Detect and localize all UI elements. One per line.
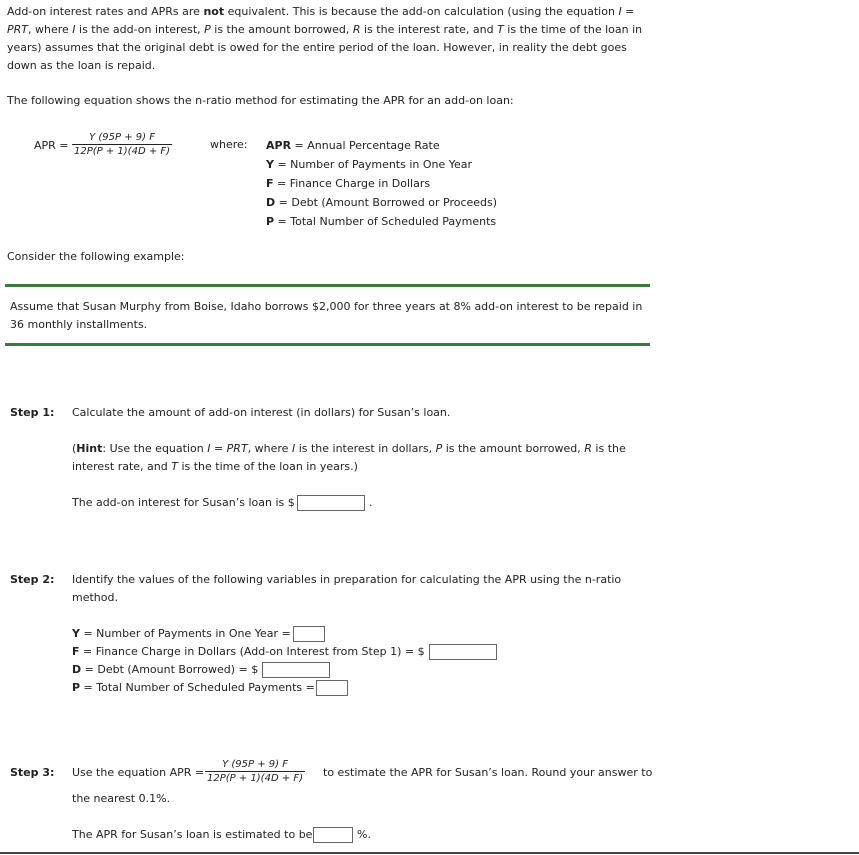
debt-input[interactable]	[262, 662, 330, 678]
definition-row: F = Finance Charge in Dollars	[266, 177, 431, 190]
formula-lhs: APR =	[34, 139, 69, 152]
finance-charge-input[interactable]	[429, 644, 497, 660]
example-bottom-rule	[5, 343, 650, 346]
consider-text: Consider the following example:	[7, 250, 185, 263]
apr-formula-fraction	[72, 131, 172, 158]
apr-estimate-input[interactable]	[313, 827, 353, 843]
example-text: Assume that Susan Murphy from Boise, Idaho borrows $2,000 for three years at 8% add-on interest to be repaid in 36 monthly installments.	[10, 300, 643, 331]
step3-answer-suffix: %.	[357, 828, 371, 841]
total-payments-input[interactable]	[316, 680, 348, 696]
step2-label: Step 2:	[10, 573, 55, 586]
definition-row: P = Total Number of Scheduled Payments	[266, 215, 497, 228]
step1-hint: (Hint: Use the equation I = PRT, where I is the interest in dollars, P is the amount borrowed, R is the interest rate, and T is the time of the loan in years.)	[72, 442, 626, 473]
definition-row: APR = Annual Percentage Rate	[266, 139, 440, 152]
step2-row-y: Y = Number of Payments in One Year =	[72, 627, 291, 640]
formula-where: where:	[210, 138, 248, 151]
step1-answer-suffix: .	[369, 496, 373, 509]
step3-text-c: the nearest 0.1%.	[72, 792, 171, 805]
step3-formula-fraction	[205, 758, 305, 785]
step3-label: Step 3:	[10, 766, 55, 779]
formula-denominator: 12P(P + 1)(4D + F)	[74, 146, 171, 157]
variable-definitions	[266, 136, 497, 231]
step2-row-p: P = Total Number of Scheduled Payments =	[72, 681, 315, 694]
step3-text-b: to estimate the APR for Susan’s loan. Round your answer to	[323, 766, 653, 779]
example-top-rule	[5, 284, 650, 287]
nratio-intro: The following equation shows the n-ratio method for estimating the APR for an add-on loan:	[7, 94, 514, 107]
intro-paragraph: Add-on interest rates and APRs are not equivalent. This is because the add-on calculation (using the equation I = PRT, where I is the add-on interest, P is the amount borrowed, R is the interest rate, and T is the time of the loan in years) assumes that the original debt is owed for the entire period of the loan. However, in reality the debt goes down as the loan is repaid.	[7, 5, 643, 72]
step1-label: Step 1:	[10, 406, 55, 419]
payments-per-year-input[interactable]	[293, 626, 325, 642]
formula-numerator: Y (95P + 9) F	[89, 132, 155, 143]
definition-row: Y = Number of Payments in One Year	[266, 158, 473, 171]
step3-formula-numerator: Y (95P + 9) F	[222, 759, 288, 770]
step3-text-a: Use the equation APR =	[72, 766, 205, 779]
step2-row-d: D = Debt (Amount Borrowed) = $	[72, 663, 259, 676]
step2-row-f: F = Finance Charge in Dollars (Add-on Interest from Step 1) = $	[72, 645, 425, 658]
step3-formula-denominator: 12P(P + 1)(4D + F)	[207, 773, 304, 784]
step1-answer-prefix: The add-on interest for Susan’s loan is $	[72, 496, 295, 509]
addon-interest-input[interactable]	[297, 495, 365, 511]
step1-text: Calculate the amount of add-on interest (in dollars) for Susan’s loan.	[72, 406, 451, 419]
step2-text: Identify the values of the following variables in preparation for calculating the APR using the n-ratio method.	[72, 573, 622, 604]
bottom-rule	[0, 852, 859, 854]
step3-answer-prefix: The APR for Susan’s loan is estimated to be	[72, 828, 313, 841]
definition-row: D = Debt (Amount Borrowed or Proceeds)	[266, 196, 498, 209]
